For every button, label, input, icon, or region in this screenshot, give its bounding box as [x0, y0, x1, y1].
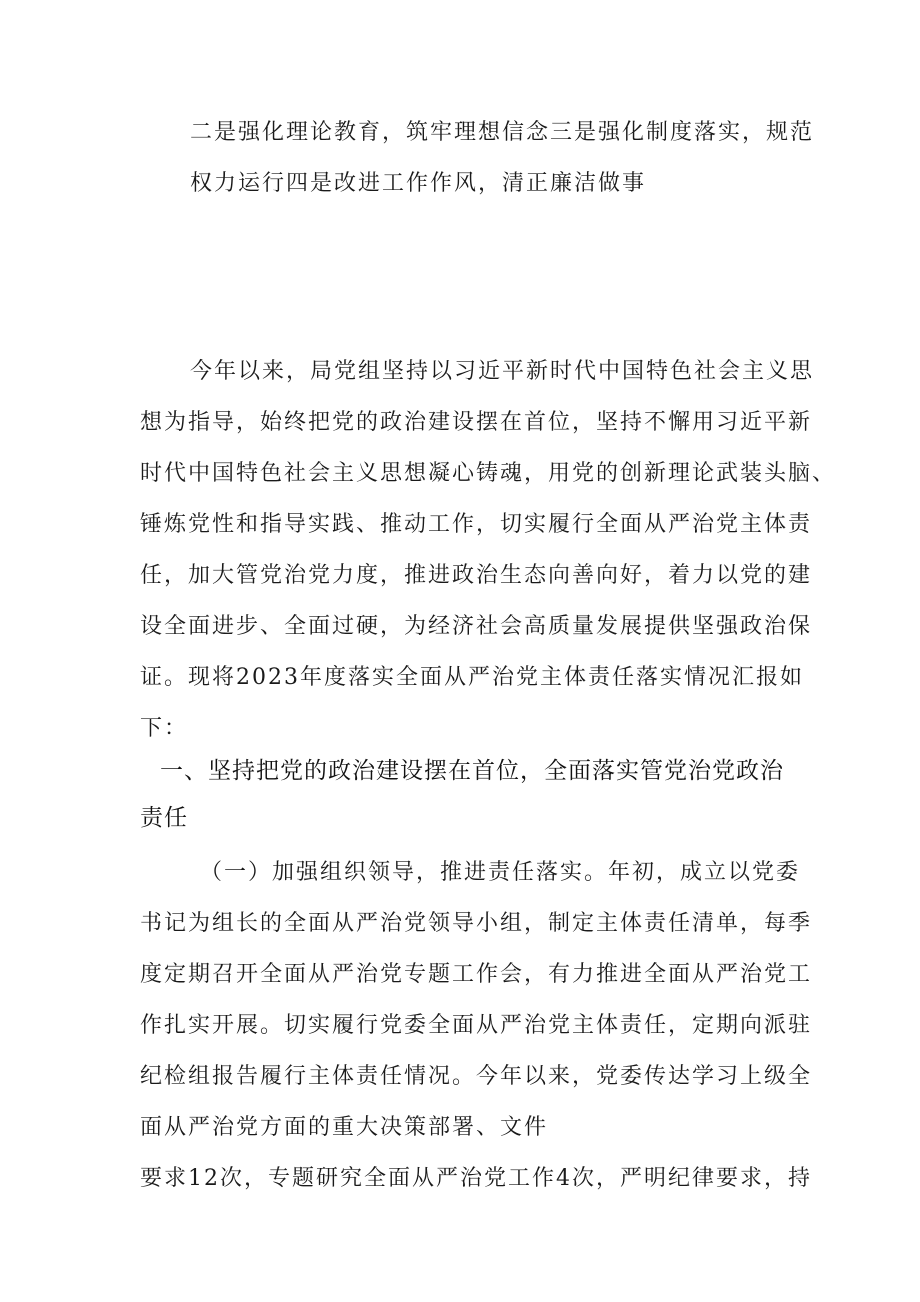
section-heading-line-1: 一、坚持把党的政治建设摆在首位，全面落实管党治党政治	[160, 758, 784, 784]
intro-line-1: 今年以来，局党组坚持以习近平新时代中国特色社会主义思	[190, 359, 815, 384]
body-line-2: 书记为组长的全面从严治党领导小组，制定主体责任清单，每季	[140, 911, 813, 936]
section-heading-line-2: 责任	[140, 805, 188, 831]
intro-line-7: 证。现将2023年度落实全面从严治党主体责任落实情况汇报如	[140, 665, 804, 690]
intro-line-4: 锤炼党性和指导实践、推动工作，切实履行全面从严治党主体责	[140, 512, 813, 537]
intro-line-5: 任，加大管党治党力度，推进政治生态向善向好，着力以党的建	[140, 563, 813, 588]
body-line-5: 纪检组报告履行主体责任情况。今年以来，党委传达学习上级全	[140, 1064, 813, 1089]
body-line-1: （一）加强组织领导，推进责任落实。年初，成立以党委	[200, 860, 801, 885]
body-line-6: 面从严治党方面的重大决策部署、文件	[140, 1115, 549, 1140]
intro-line-2: 想为指导，始终把党的政治建设摆在首位，坚持不懈用习近平新	[140, 410, 813, 435]
body-line-3: 度定期召开全面从严治党专题工作会，有力推进全面从严治党工	[140, 962, 813, 987]
intro-line-3: 时代中国特色社会主义思想凝心铸魂，用党的创新理论武装头脑、	[140, 461, 837, 486]
intro-line-6: 设全面进步、全面过硬，为经济社会高质量发展提供坚强政治保	[140, 614, 813, 639]
title-line-2: 权力运行四是改进工作作风，清正廉洁做事	[190, 171, 647, 196]
body-line-4: 作扎实开展。切实履行党委全面从严治党主体责任，定期向派驻	[140, 1013, 813, 1038]
intro-line-8: 下：	[140, 716, 189, 741]
title-line-1: 二是强化理论教育，筑牢理想信念三是强化制度落实，规范	[190, 120, 815, 145]
body-line-7: 要求12次，专题研究全面从严治党工作4次，严明纪律要求，持	[140, 1166, 812, 1191]
